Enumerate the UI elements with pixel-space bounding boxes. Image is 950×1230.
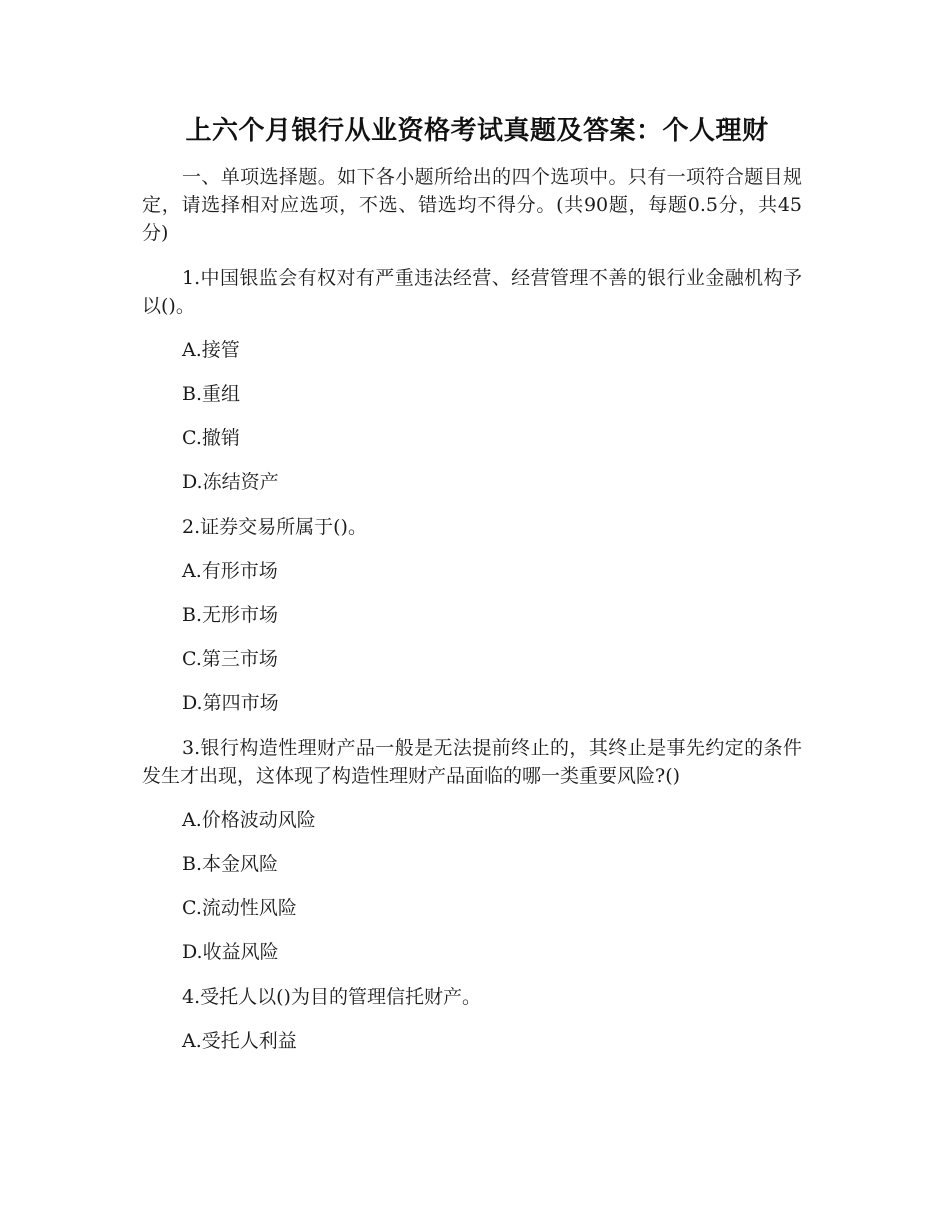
- section-intro: 一、单项选择题。如下各小题所给出的四个选项中。只有一项符合题目规定，请选择相对应选项，不选、错选均不得分。(共90题，每题0.5分，共45分): [142, 166, 802, 244]
- option-c: C.撤销: [182, 427, 240, 449]
- question-4: [142, 983, 802, 1055]
- option-b: B.本金风险: [182, 853, 279, 875]
- question-stem: 2.证券交易所属于()。: [182, 516, 367, 538]
- option-b: B.重组: [182, 383, 241, 405]
- document-page: [142, 105, 802, 1055]
- question-stem: 1.中国银监会有权对有严重违法经营、经营管理不善的银行业金融机构予以()。: [142, 267, 802, 317]
- question-stem: 3.银行构造性理财产品一般是无法提前终止的，其终止是事先约定的条件发生才出现，这体现了构造性理财产品面临的哪一类重要风险?(): [142, 737, 802, 787]
- question-stem: 4.受托人以()为目的管理信托财产。: [182, 986, 481, 1008]
- option-a: A.接管: [182, 339, 240, 361]
- option-a: A.价格波动风险: [182, 809, 316, 831]
- option-d: D.收益风险: [182, 941, 279, 963]
- option-a: A.有形市场: [182, 560, 278, 582]
- option-d: D.冻结资产: [182, 471, 279, 493]
- option-b: B.无形市场: [182, 604, 279, 626]
- option-d: D.第四市场: [182, 692, 279, 714]
- option-a: A.受托人利益: [182, 1030, 297, 1052]
- question-2: [142, 513, 802, 717]
- option-c: C.流动性风险: [182, 897, 297, 919]
- question-1: [142, 264, 802, 496]
- question-3: [142, 734, 802, 966]
- option-c: C.第三市场: [182, 648, 278, 670]
- document-title: 上六个月银行从业资格考试真题及答案：个人理财: [185, 116, 769, 146]
